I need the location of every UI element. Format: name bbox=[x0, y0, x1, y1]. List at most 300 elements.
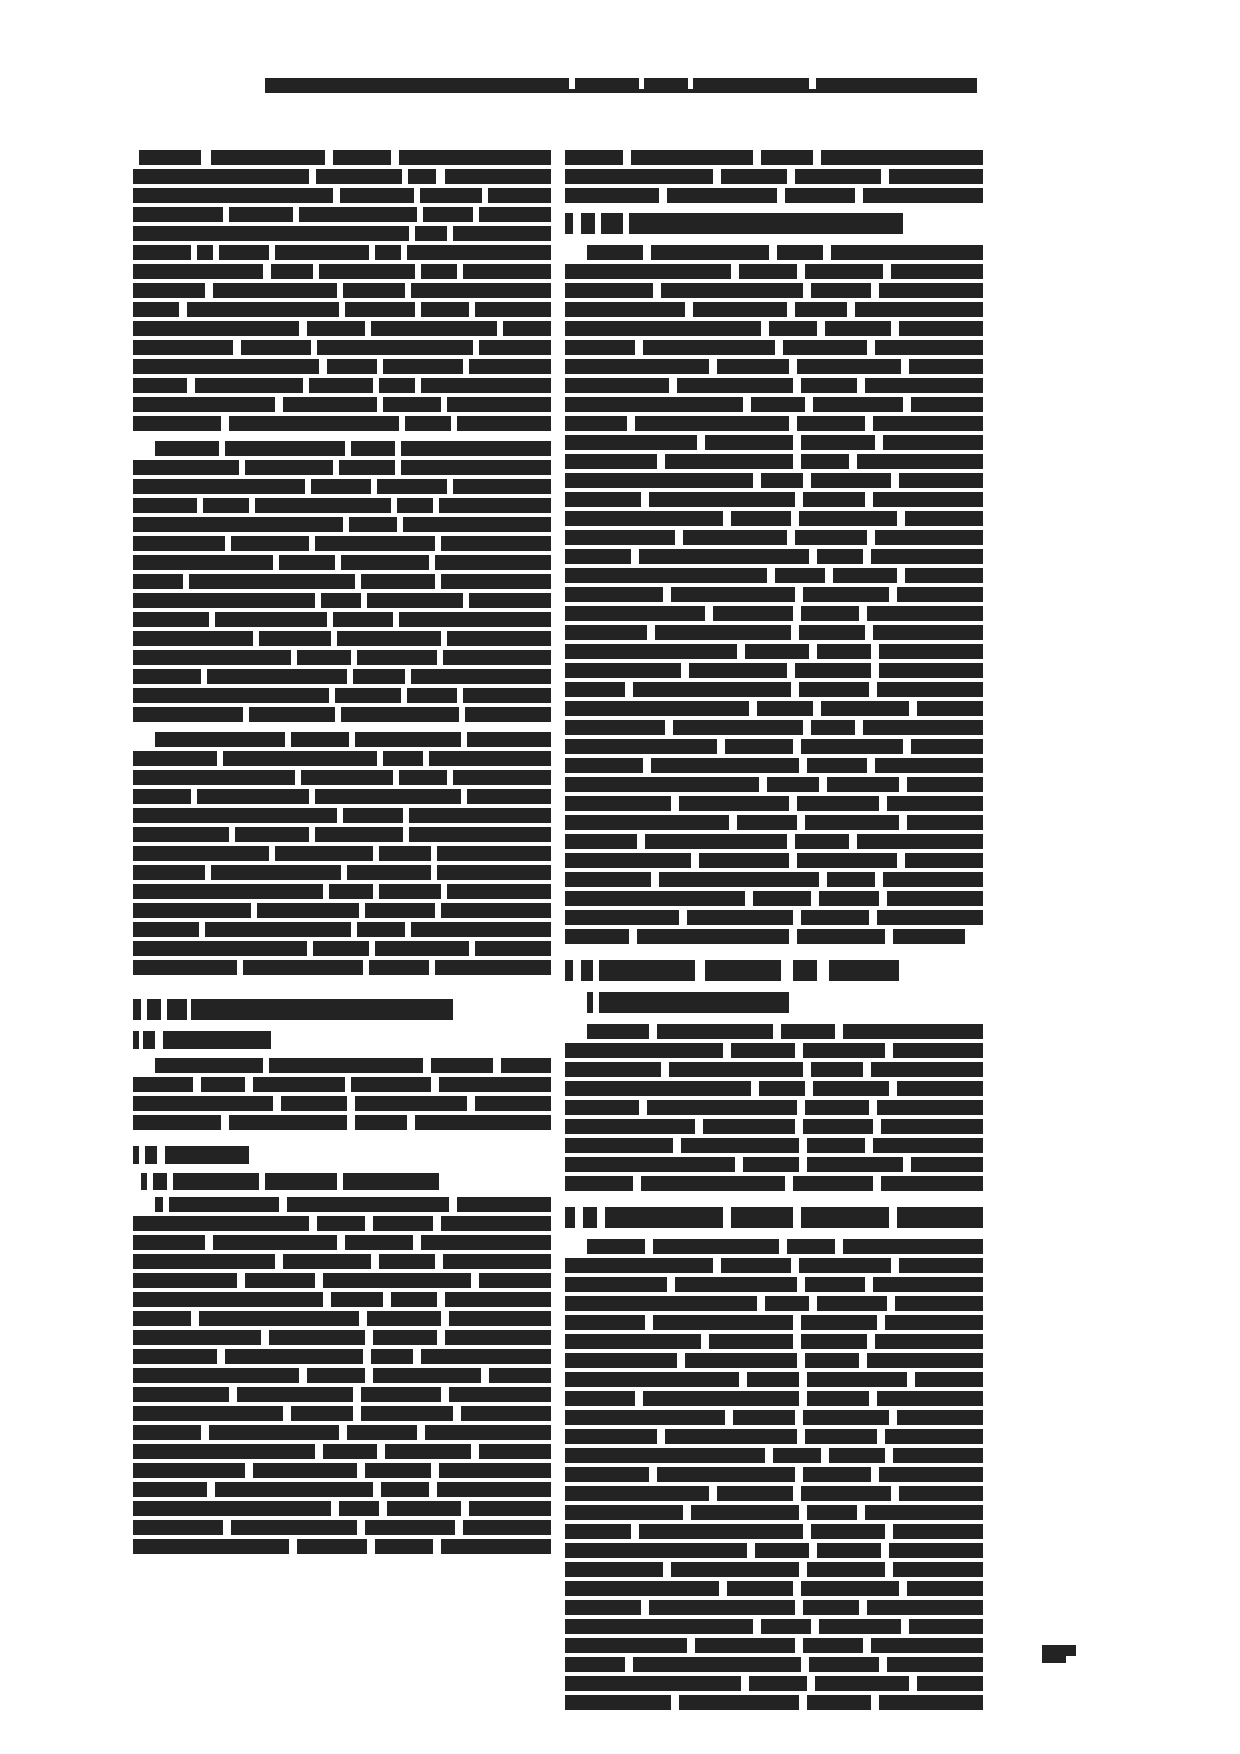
redaction-bar bbox=[795, 663, 871, 678]
redaction-bar bbox=[659, 872, 819, 887]
redaction-bar bbox=[801, 1581, 899, 1596]
redaction-bar bbox=[657, 1467, 795, 1482]
redaction-bar bbox=[733, 1410, 795, 1425]
redaction-bar bbox=[329, 884, 373, 899]
redaction-bar bbox=[447, 884, 551, 899]
redaction-bar bbox=[565, 1562, 663, 1577]
redaction-bar bbox=[805, 1353, 859, 1368]
redaction-bar bbox=[139, 150, 201, 165]
text-line-redacted bbox=[565, 1119, 983, 1134]
redaction-bar bbox=[749, 1676, 807, 1691]
redaction-bar bbox=[565, 492, 641, 507]
text-line-redacted bbox=[133, 1197, 551, 1212]
redaction-bar bbox=[155, 1197, 163, 1212]
redaction-bar bbox=[421, 264, 457, 279]
text-line-redacted bbox=[565, 1562, 983, 1577]
text-line-redacted bbox=[565, 1410, 983, 1425]
heading-redaction-bar bbox=[897, 1207, 983, 1228]
redaction-bar bbox=[565, 1676, 741, 1691]
redaction-bar bbox=[479, 340, 551, 355]
redaction-bar bbox=[899, 1258, 983, 1273]
redaction-bar bbox=[811, 1524, 885, 1539]
redaction-bar bbox=[479, 1273, 551, 1288]
folio-bar-bottom bbox=[1042, 1654, 1066, 1663]
text-line-redacted bbox=[565, 454, 983, 469]
heading-redaction-bar bbox=[165, 1146, 249, 1164]
heading-redaction-bar bbox=[731, 1207, 793, 1228]
redaction-bar bbox=[677, 378, 793, 393]
redaction-bar bbox=[245, 1273, 315, 1288]
paragraph-redacted bbox=[133, 150, 551, 431]
redaction-bar bbox=[907, 815, 983, 830]
redaction-bar bbox=[565, 1448, 765, 1463]
redaction-bar bbox=[721, 1258, 791, 1273]
text-line-redacted bbox=[565, 1695, 983, 1710]
redaction-bar bbox=[475, 941, 551, 956]
redaction-bar bbox=[801, 739, 903, 754]
redaction-bar bbox=[761, 473, 803, 488]
redaction-bar bbox=[375, 1539, 433, 1554]
redaction-bar bbox=[801, 1315, 877, 1330]
redaction-bar bbox=[761, 1619, 811, 1634]
redaction-bar bbox=[565, 435, 697, 450]
redaction-bar bbox=[565, 815, 729, 830]
redaction-bar bbox=[407, 688, 457, 703]
redaction-bar bbox=[855, 302, 983, 317]
redaction-bar bbox=[565, 701, 749, 716]
redaction-bar bbox=[373, 1368, 481, 1383]
text-line-redacted bbox=[565, 1277, 983, 1292]
heading-redaction-bar bbox=[601, 213, 623, 234]
redaction-bar bbox=[565, 1081, 751, 1096]
redaction-bar bbox=[687, 910, 793, 925]
redaction-bar bbox=[425, 1425, 551, 1440]
redaction-bar bbox=[409, 808, 551, 823]
text-line-redacted bbox=[565, 1486, 983, 1501]
redaction-bar bbox=[911, 739, 983, 754]
redaction-bar bbox=[799, 682, 869, 697]
redaction-bar bbox=[469, 593, 551, 608]
text-line-redacted bbox=[133, 960, 551, 975]
redaction-bar bbox=[437, 846, 551, 861]
text-line-redacted bbox=[133, 1058, 551, 1073]
redaction-bar bbox=[587, 1024, 649, 1039]
redaction-bar bbox=[469, 359, 551, 374]
redaction-bar bbox=[235, 827, 309, 842]
redaction-bar bbox=[587, 245, 643, 260]
text-line-redacted bbox=[565, 1081, 983, 1096]
redaction-bar bbox=[871, 1638, 983, 1653]
redaction-bar bbox=[565, 283, 653, 298]
redaction-bar bbox=[565, 1138, 673, 1153]
text-line-redacted bbox=[565, 1543, 983, 1558]
redaction-bar bbox=[865, 1505, 983, 1520]
redaction-bar bbox=[445, 1330, 551, 1345]
redaction-bar bbox=[801, 378, 857, 393]
text-line-redacted bbox=[565, 834, 983, 849]
redaction-bar bbox=[441, 574, 551, 589]
redaction-bar bbox=[565, 549, 631, 564]
heading-redaction-bar bbox=[141, 1173, 147, 1190]
text-line-redacted bbox=[133, 789, 551, 804]
redaction-bar bbox=[133, 169, 309, 184]
text-line-redacted bbox=[565, 1372, 983, 1387]
redaction-bar bbox=[805, 1277, 865, 1292]
redaction-bar bbox=[807, 1562, 885, 1577]
text-line-redacted bbox=[133, 770, 551, 785]
text-line-redacted bbox=[133, 751, 551, 766]
redaction-bar bbox=[565, 397, 743, 412]
redaction-bar bbox=[403, 517, 551, 532]
heading-redaction-bar bbox=[581, 960, 593, 981]
paragraph-redacted bbox=[565, 245, 983, 944]
redaction-bar bbox=[565, 511, 723, 526]
redaction-bar bbox=[357, 650, 437, 665]
redaction-bar bbox=[867, 1600, 983, 1615]
redaction-bar bbox=[827, 872, 875, 887]
redaction-bar bbox=[801, 606, 859, 621]
text-line-redacted bbox=[133, 1273, 551, 1288]
redaction-bar bbox=[133, 1115, 221, 1130]
redaction-bar bbox=[695, 1638, 795, 1653]
redaction-bar bbox=[215, 1482, 373, 1497]
redaction-bar bbox=[371, 1349, 413, 1364]
text-line-redacted bbox=[565, 302, 983, 317]
redaction-bar bbox=[915, 1372, 983, 1387]
redaction-bar bbox=[197, 245, 213, 260]
redaction-bar bbox=[133, 1273, 237, 1288]
redaction-bar bbox=[565, 568, 767, 583]
redaction-bar bbox=[133, 340, 233, 355]
redaction-bar bbox=[133, 479, 305, 494]
heading-redaction-bar bbox=[705, 960, 781, 981]
redaction-bar bbox=[783, 340, 867, 355]
redaction-bar bbox=[565, 1119, 695, 1134]
text-line-redacted bbox=[565, 378, 983, 393]
redaction-bar bbox=[441, 536, 551, 551]
redaction-bar bbox=[565, 1100, 639, 1115]
redaction-bar bbox=[565, 378, 669, 393]
heading-redaction-bar bbox=[145, 1146, 157, 1164]
redaction-bar bbox=[911, 397, 983, 412]
redaction-bar bbox=[421, 302, 469, 317]
text-line-redacted bbox=[133, 827, 551, 842]
redaction-bar bbox=[565, 169, 713, 184]
redaction-bar bbox=[133, 283, 205, 298]
redaction-bar bbox=[133, 789, 191, 804]
redaction-bar bbox=[565, 1372, 739, 1387]
redaction-bar bbox=[281, 1096, 347, 1111]
redaction-bar bbox=[565, 1062, 661, 1077]
text-line-redacted bbox=[133, 688, 551, 703]
redaction-bar bbox=[673, 720, 803, 735]
redaction-bar bbox=[411, 669, 551, 684]
text-line-redacted bbox=[133, 631, 551, 646]
redaction-bar bbox=[347, 1425, 417, 1440]
redaction-bar bbox=[133, 707, 243, 722]
redaction-bar bbox=[821, 150, 983, 165]
redaction-bar bbox=[385, 1444, 471, 1459]
redaction-bar bbox=[229, 416, 399, 431]
text-line-redacted bbox=[133, 536, 551, 551]
redaction-bar bbox=[797, 929, 885, 944]
redaction-bar bbox=[871, 549, 983, 564]
redaction-bar bbox=[565, 606, 705, 621]
text-line-redacted bbox=[133, 612, 551, 627]
text-line-redacted bbox=[565, 1429, 983, 1444]
redaction-bar bbox=[467, 732, 551, 747]
redaction-bar bbox=[703, 1119, 795, 1134]
redaction-bar bbox=[479, 207, 551, 222]
redaction-bar bbox=[905, 568, 983, 583]
redaction-bar bbox=[883, 435, 983, 450]
redaction-bar bbox=[411, 283, 551, 298]
subsection-heading-redacted bbox=[133, 1146, 551, 1165]
redaction-bar bbox=[133, 751, 217, 766]
text-line-redacted bbox=[565, 188, 983, 203]
redaction-bar bbox=[785, 188, 855, 203]
redaction-bar bbox=[909, 359, 983, 374]
redaction-bar bbox=[443, 650, 551, 665]
redaction-bar bbox=[420, 188, 482, 203]
text-line-redacted bbox=[133, 922, 551, 937]
text-line-redacted bbox=[133, 555, 551, 570]
redaction-bar bbox=[565, 473, 753, 488]
redaction-bar bbox=[565, 359, 709, 374]
redaction-bar bbox=[683, 530, 787, 545]
redaction-bar bbox=[803, 1119, 873, 1134]
redaction-bar bbox=[669, 1062, 803, 1077]
redaction-bar bbox=[435, 960, 551, 975]
text-line-redacted bbox=[133, 1444, 551, 1459]
redaction-bar bbox=[873, 1277, 983, 1292]
redaction-bar bbox=[679, 1695, 799, 1710]
text-line-redacted bbox=[565, 1505, 983, 1520]
redaction-bar bbox=[463, 688, 551, 703]
text-line-redacted bbox=[565, 644, 983, 659]
text-line-redacted bbox=[565, 283, 983, 298]
redaction-bar bbox=[797, 796, 879, 811]
redaction-bar bbox=[827, 777, 899, 792]
text-line-redacted bbox=[133, 1482, 551, 1497]
redaction-bar bbox=[133, 1368, 299, 1383]
text-line-redacted bbox=[565, 1353, 983, 1368]
redaction-bar bbox=[133, 1077, 193, 1092]
redaction-bar bbox=[133, 555, 273, 570]
redaction-bar bbox=[565, 1505, 683, 1520]
text-line-redacted bbox=[565, 530, 983, 545]
redaction-bar bbox=[331, 1292, 383, 1307]
section-heading-redacted bbox=[565, 992, 983, 1014]
redaction-bar bbox=[671, 587, 795, 602]
text-line-redacted bbox=[565, 1062, 983, 1077]
heading-redaction-bar bbox=[191, 999, 453, 1020]
redaction-bar bbox=[753, 891, 811, 906]
redaction-bar bbox=[133, 865, 205, 880]
redaction-bar bbox=[907, 777, 983, 792]
redaction-bar bbox=[565, 188, 659, 203]
redaction-bar bbox=[885, 1315, 983, 1330]
paragraph-redacted bbox=[133, 1197, 551, 1554]
redaction-bar bbox=[811, 1062, 863, 1077]
run-in-heading-redacted bbox=[133, 1173, 551, 1191]
redaction-bar bbox=[421, 1235, 551, 1250]
redaction-bar bbox=[351, 441, 395, 456]
redaction-bar bbox=[765, 1296, 809, 1311]
text-line-redacted bbox=[565, 1239, 983, 1254]
redaction-bar bbox=[807, 1505, 857, 1520]
redaction-bar bbox=[407, 245, 551, 260]
redaction-bar bbox=[811, 473, 891, 488]
redaction-bar bbox=[197, 789, 309, 804]
redaction-bar bbox=[133, 1349, 217, 1364]
text-line-redacted bbox=[565, 682, 983, 697]
redaction-bar bbox=[639, 549, 809, 564]
text-line-redacted bbox=[133, 517, 551, 532]
text-line-redacted bbox=[565, 1600, 983, 1615]
redaction-bar bbox=[133, 302, 179, 317]
redaction-bar bbox=[463, 1520, 551, 1535]
redaction-bar bbox=[797, 853, 897, 868]
redaction-bar bbox=[825, 321, 891, 336]
redaction-bar bbox=[717, 1486, 793, 1501]
redaction-bar bbox=[133, 574, 183, 589]
redaction-bar bbox=[777, 245, 823, 260]
redaction-bar bbox=[911, 1157, 983, 1172]
redaction-bar bbox=[229, 1115, 347, 1130]
redaction-bar bbox=[133, 245, 191, 260]
redaction-bar bbox=[645, 834, 787, 849]
redaction-bar bbox=[565, 302, 685, 317]
redaction-bar bbox=[817, 644, 871, 659]
redaction-bar bbox=[333, 150, 391, 165]
redaction-bar bbox=[373, 1216, 433, 1231]
redaction-bar bbox=[319, 264, 415, 279]
heading-redaction-bar bbox=[265, 1173, 337, 1190]
redaction-bar bbox=[369, 960, 429, 975]
redaction-bar bbox=[249, 707, 335, 722]
redaction-bar bbox=[675, 1277, 797, 1292]
text-line-redacted bbox=[133, 378, 551, 393]
redaction-bar bbox=[907, 1581, 983, 1596]
redaction-bar bbox=[379, 846, 431, 861]
redaction-bar bbox=[391, 1292, 437, 1307]
redaction-bar bbox=[231, 1520, 357, 1535]
text-line-redacted bbox=[133, 650, 551, 665]
redaction-bar bbox=[453, 226, 551, 241]
redaction-bar bbox=[887, 1657, 983, 1672]
redaction-bar bbox=[565, 1315, 645, 1330]
redaction-bar bbox=[813, 1081, 889, 1096]
redaction-bar bbox=[439, 1077, 551, 1092]
redaction-bar bbox=[429, 751, 551, 766]
paragraph-gap bbox=[133, 979, 551, 999]
redaction-bar bbox=[488, 188, 551, 203]
redaction-bar bbox=[259, 631, 331, 646]
redaction-bar bbox=[375, 245, 401, 260]
redaction-bar bbox=[457, 1197, 551, 1212]
redaction-bar bbox=[435, 555, 551, 570]
redaction-bar bbox=[649, 492, 795, 507]
redaction-bar bbox=[133, 264, 263, 279]
redaction-bar bbox=[565, 1657, 625, 1672]
redaction-bar bbox=[335, 688, 401, 703]
paragraph-redacted bbox=[133, 732, 551, 975]
heading-redaction-bar bbox=[133, 1146, 139, 1164]
redaction-bar bbox=[133, 612, 209, 627]
redaction-bar bbox=[317, 340, 473, 355]
text-line-redacted bbox=[133, 1254, 551, 1269]
redaction-bar bbox=[133, 960, 237, 975]
redaction-bar bbox=[565, 264, 731, 279]
redaction-bar bbox=[811, 720, 855, 735]
redaction-bar bbox=[133, 593, 315, 608]
paragraph-redacted bbox=[133, 1058, 551, 1130]
redaction-bar bbox=[565, 834, 637, 849]
redaction-bar bbox=[399, 150, 551, 165]
redaction-bar bbox=[343, 283, 405, 298]
redaction-bar bbox=[665, 1429, 797, 1444]
redaction-bar bbox=[805, 1429, 877, 1444]
redaction-bar bbox=[408, 169, 436, 184]
redaction-bar bbox=[565, 1391, 635, 1406]
heading-redaction-bar bbox=[153, 1173, 167, 1190]
redaction-bar bbox=[889, 1543, 983, 1558]
redaction-bar bbox=[897, 587, 983, 602]
redaction-bar bbox=[565, 150, 623, 165]
text-line-redacted bbox=[565, 1524, 983, 1539]
redaction-bar bbox=[709, 1334, 793, 1349]
text-line-redacted bbox=[565, 1157, 983, 1172]
redaction-bar bbox=[803, 1638, 863, 1653]
redaction-bar bbox=[133, 226, 409, 241]
redaction-bar bbox=[383, 751, 423, 766]
redaction-bar bbox=[887, 891, 983, 906]
redaction-bar bbox=[345, 302, 415, 317]
text-line-redacted bbox=[565, 891, 983, 906]
redaction-bar bbox=[291, 1406, 353, 1421]
text-line-redacted bbox=[133, 226, 551, 241]
paragraph-redacted bbox=[133, 441, 551, 722]
text-line-redacted bbox=[565, 359, 983, 374]
redaction-bar bbox=[587, 1239, 645, 1254]
redaction-bar bbox=[793, 1176, 873, 1191]
redaction-bar bbox=[341, 555, 429, 570]
redaction-bar bbox=[367, 1311, 441, 1326]
text-line-redacted bbox=[565, 758, 983, 773]
redaction-bar bbox=[207, 669, 347, 684]
redaction-bar bbox=[917, 1676, 983, 1691]
redaction-bar bbox=[787, 1239, 835, 1254]
redaction-bar bbox=[133, 1330, 261, 1345]
paragraph-redacted bbox=[565, 1239, 983, 1710]
text-line-redacted bbox=[133, 1235, 551, 1250]
text-line-redacted bbox=[565, 340, 983, 355]
text-line-redacted bbox=[133, 1330, 551, 1345]
redaction-bar bbox=[803, 587, 889, 602]
redaction-bar bbox=[875, 1334, 983, 1349]
redaction-bar bbox=[311, 479, 371, 494]
redaction-bar bbox=[337, 631, 441, 646]
text-line-redacted bbox=[133, 1216, 551, 1231]
redaction-bar bbox=[453, 479, 551, 494]
heading-redaction-bar bbox=[801, 1207, 889, 1228]
redaction-bar bbox=[807, 1372, 907, 1387]
text-line-redacted bbox=[565, 796, 983, 811]
redaction-bar bbox=[565, 1619, 753, 1634]
redaction-bar bbox=[133, 922, 199, 937]
text-line-redacted bbox=[133, 1077, 551, 1092]
